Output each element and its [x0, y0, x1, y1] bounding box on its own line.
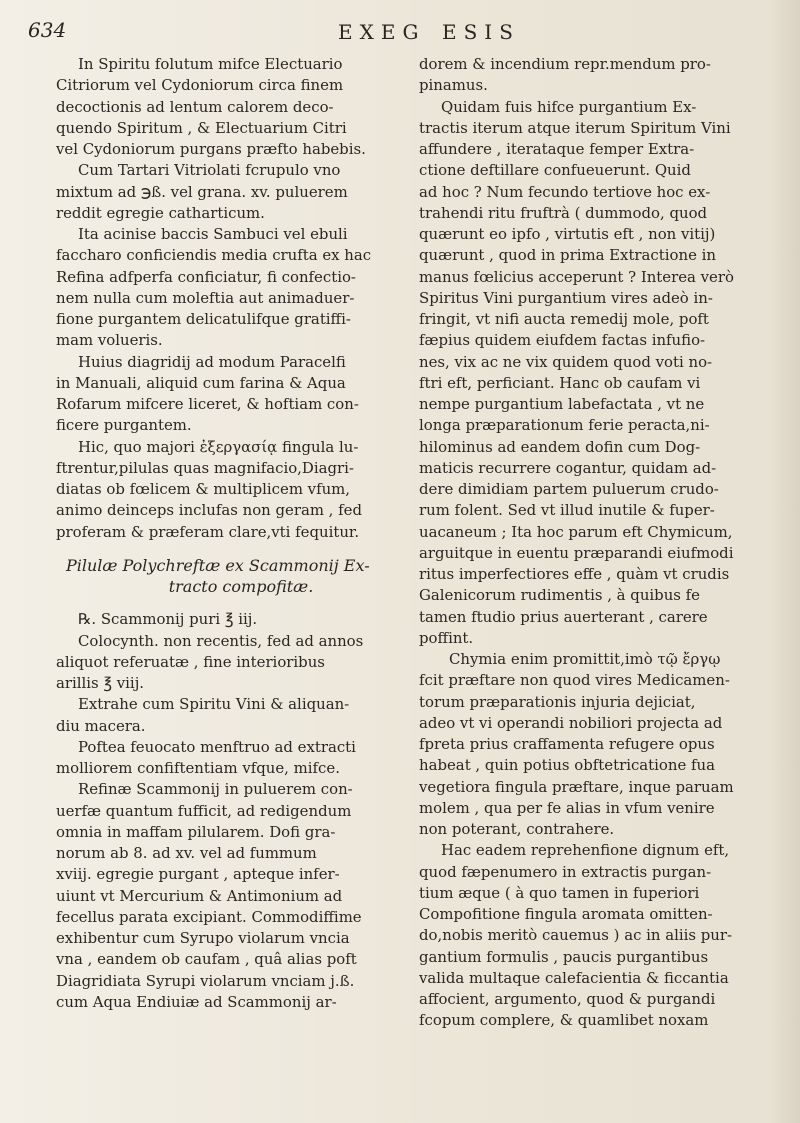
text-line: trahendi ritu fruftrà ( dummodo, quod: [419, 203, 708, 222]
recipe-line: ℞. Scammonij puri ℥ iij.: [78, 610, 258, 629]
text-line: habeat , quin potius obftetricatione fua: [419, 756, 716, 775]
text-line: quod fæpenumero in extractis purgan-: [419, 862, 712, 881]
text-line: mam volueris.: [56, 331, 163, 350]
text-line: quendo Spiritum , & Electuarium Citri: [56, 118, 347, 137]
text-line: diatas ob fœlicem & multiplicem vfum,: [56, 480, 351, 498]
text-line: dorem & incendium repr.mendum pro-: [419, 55, 711, 73]
recipe-title-cont: tracto compofitæ.: [168, 577, 314, 596]
text-line: nes, vix ac ne vix quidem quod voti no-: [419, 352, 713, 371]
text-line: Spiritus Vini purgantium vires adeò in-: [419, 288, 713, 307]
running-head-left: EXEG: [338, 20, 426, 44]
text-line: molem , qua per fe alias in vfum venire: [419, 798, 715, 817]
page-number: 634: [28, 18, 67, 42]
left-column: [56, 54, 416, 1013]
text-line: affocient, argumento, quod & purgandi: [419, 990, 716, 1008]
text-line: poffint.: [419, 628, 474, 647]
text-line: norum ab 8. ad xv. vel ad fummum: [56, 844, 317, 862]
text-line: arguitque in euentu præparandi eiufmodi: [419, 543, 734, 562]
text-line: nempe purgantium labefactata , vt ne: [419, 395, 705, 413]
text-line: decoctionis ad lentum calorem deco-: [56, 97, 334, 116]
text-line: vna , eandem ob caufam , quâ alias poft: [56, 950, 357, 969]
text-line: fcopum complere, & quamlibet noxam: [419, 1011, 709, 1030]
text-line: ftrentur,pilulas quas magnifacio,Diagri-: [56, 458, 354, 477]
text-line: omnia in maffam pilularem. Dofi gra-: [56, 822, 336, 841]
text-line: maticis recurrere cogantur, quidam ad-: [419, 458, 717, 477]
text-line: Hic, quo majori ἐξεργασίᾳ fingula lu-: [78, 437, 359, 456]
text-line: cum Aqua Endiuiæ ad Scammonij ar-: [56, 992, 337, 1011]
text-line: valida multaque calefacientia & ficcantia: [419, 968, 729, 987]
text-line: Poftea feuocato menftruo ad extracti: [78, 737, 356, 756]
text-line: do,nobis meritò cauemus ) ac in aliis pur-: [419, 926, 733, 945]
text-line: Rofarum mifcere liceret, & hoftiam con-: [56, 395, 359, 413]
text-line: adeo vt vi operandi nobiliori projecta ad: [419, 713, 723, 732]
text-line: Hac eadem reprehenfione dignum eft,: [441, 841, 730, 860]
text-line: manus fœlicius acceperunt ? Interea verò: [419, 267, 734, 286]
text-line: Compofitione fingula aromata omitten-: [419, 905, 713, 923]
text-line: Huius diagridij ad modum Paracelfi: [78, 352, 346, 371]
spacer: [56, 543, 416, 555]
text-line: Quidam fuis hifce purgantium Ex-: [441, 97, 697, 116]
text-line: xviij. egregie purgant , apteque infer-: [56, 865, 340, 884]
text-line: arillis ℥ viij.: [56, 674, 145, 692]
text-line: dere dimidiam partem puluerum crudo-: [419, 480, 719, 498]
text-line: faccharo conficiendis media crufta ex hac: [56, 246, 372, 265]
running-head-right: ESIS: [442, 20, 520, 44]
text-line: quærunt , quod in prima Extractione in: [419, 246, 716, 265]
text-line: Galenicorum rudimentis , à quibus fe: [419, 586, 700, 605]
spacer: [56, 597, 416, 609]
text-line: Cum Tartari Vitriolati fcrupulo vno: [78, 161, 341, 180]
text-line: Extrahe cum Spiritu Vini & aliquan-: [78, 695, 350, 714]
text-line: ftri eft, perficiant. Hanc ob caufam vi: [419, 373, 701, 392]
text-line: ritus imperfectiores effe , quàm vt crudis: [419, 565, 730, 583]
text-line: ad hoc ? Num fecundo tertiove hoc ex-: [419, 182, 711, 201]
text-line: reddit egregie catharticum.: [56, 203, 265, 222]
text-line: vegetiora fingula præftare, inque paruam: [419, 777, 734, 796]
text-line: affundere , iterataque femper Extra-: [419, 140, 695, 158]
text-line: uacaneum ; Ita hoc parum eft Chymicum,: [419, 522, 733, 541]
text-line: quærunt eo ipfo , virtutis eft , non vitij): [419, 225, 716, 243]
text-line: non poterant, contrahere.: [419, 820, 615, 838]
text-line: longa præparationum ferie peracta,ni-: [419, 416, 710, 435]
text-line: aliquot referuatæ , fine interioribus: [56, 652, 325, 671]
text-line: fecellus parata excipiant. Commodiffime: [56, 907, 362, 926]
text-line: mixtum ad ℈ß. vel grana. xv. puluerem: [56, 182, 348, 201]
text-line: nem nulla cum moleftia aut animaduer-: [56, 288, 355, 307]
text-line: Refina adfperfa conficiatur, fi confectio-: [56, 267, 356, 286]
text-line: ficere purgantem.: [56, 416, 192, 435]
text-line: animo deinceps inclufas non geram , fed: [56, 501, 363, 520]
text-line: Ita acinise baccis Sambuci vel ebuli: [78, 225, 348, 243]
text-line: fione purgantem delicatulifque gratiffi-: [56, 310, 351, 328]
text-line: hilominus ad eandem dofin cum Dog-: [419, 437, 701, 456]
text-line: rum folent. Sed vt illud inutile & fuper-: [419, 501, 715, 520]
text-line: fpreta prius craffamenta refugere opus: [419, 735, 715, 753]
text-line: diu macera.: [56, 716, 146, 735]
text-line: Chymia enim promittit,imò τῷ ἔργῳ: [449, 650, 721, 668]
text-line: tium æque ( à quo tamen in fuperiori: [419, 883, 700, 902]
text-line: pinamus.: [419, 76, 488, 95]
text-line: vel Cydoniorum purgans præfto habebis.: [56, 140, 366, 158]
text-line: Refinæ Scammonij in puluerem con-: [78, 780, 353, 799]
text-line: tamen ftudio prius auerterant , carere: [419, 607, 708, 626]
text-line: ctione deftillare confueuerunt. Quid: [419, 161, 691, 180]
page-edge-shadow: [770, 0, 800, 1123]
text-line: in Manuali, aliquid cum farina & Aqua: [56, 373, 346, 392]
text-line: uiunt vt Mercurium & Antimonium ad: [56, 886, 343, 905]
text-line: fæpius quidem eiufdem factas infufio-: [419, 331, 706, 350]
text-line: Diagridiata Syrupi violarum vnciam j.ß.: [56, 971, 355, 990]
text-line: uerfæ quantum fufficit, ad redigendum: [56, 801, 352, 820]
page-header: [0, 18, 800, 54]
text-line: proferam & præferam clare,vti fequitur.: [56, 522, 360, 541]
recipe-title: Pilulæ Polychreftæ ex Scammonij Ex-: [66, 555, 370, 575]
text-line: molliorem confiftentiam vfque, mifce.: [56, 759, 340, 777]
text-line: In Spiritu folutum mifce Electuario: [78, 55, 343, 73]
text-line: exhibentur cum Syrupo violarum vncia: [56, 929, 350, 947]
right-column: [419, 54, 781, 1032]
text-line: fringit, vt nifi aucta remedij mole, poft: [419, 310, 709, 328]
text-line: fcit præftare non quod vires Medicamen-: [419, 671, 730, 690]
text-line: tractis iterum atque iterum Spiritum Vini: [419, 118, 731, 137]
text-line: Citriorum vel Cydoniorum circa finem: [56, 76, 344, 95]
text-line: torum præparationis injuria dejiciat,: [419, 692, 696, 711]
text-line: Colocynth. non recentis, fed ad annos: [78, 631, 364, 650]
text-line: gantium formulis , paucis purgantibus: [419, 947, 709, 966]
